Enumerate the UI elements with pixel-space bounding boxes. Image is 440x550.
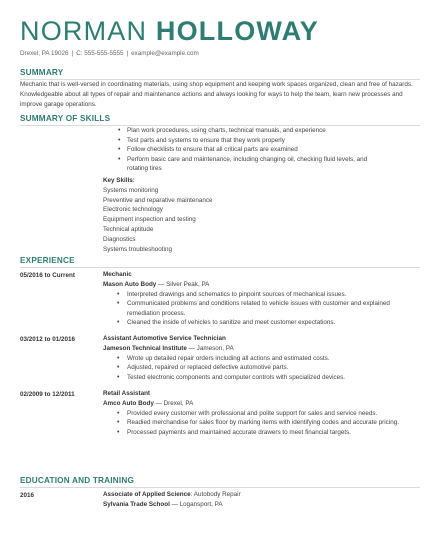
company-name: Amco Auto Body [103,400,154,407]
company-location: — Jameson, PA [186,345,234,352]
summary-text: Mechanic that is well-versed in coordinating materials, using shop equipment and keeping work spaces organized, clean and free of hazards. Knowledgeable about all types of repair and maintenance actions and always looking for ways to help the team, learn new processes and improve garage operations. [20,81,413,108]
job-dates: 02/2009 to 12/2011 [20,391,75,398]
separator: | [126,50,129,57]
list-item: Systems troubleshooting [103,245,172,253]
job-title: Mechanic [103,271,132,278]
job-entry [103,270,423,328]
school-location: — Logansport, PA [169,500,223,508]
list-item: Electronic technology [103,206,163,214]
list-item: Equipment inspection and testing [103,216,196,224]
list-item: • Perform basic care and maintenance, including changing oil, checking fluid levels, and rotating tires [117,155,417,174]
job-entry [103,389,423,437]
separator: | [71,50,74,57]
school-name: Sylvania Trade School [103,500,170,508]
contact-line [20,50,199,57]
list-item: • Readied merchandise for sales floor by marking items with identifying codes and accurate pricing. [103,418,423,428]
job-bullet-list [103,290,423,328]
job-title: Retail Assistant [103,390,151,397]
skills-heading: SUMMARY OF SKILLS [20,114,111,123]
list-item: • Adjusted, repaired or replaced defective automotive parts. [103,363,423,373]
list-item: • Processed payments and maintained accurate drawers to meet financial targets. [103,428,423,438]
company-name: Mason Auto Body [103,281,157,288]
experience-heading: EXPERIENCE [20,256,75,265]
key-skills-title: Key Skills: [103,177,135,184]
job-title: Assistant Automotive Service Technician [103,335,226,342]
list-item: Diagnostics [103,235,136,243]
section-divider [20,267,420,268]
list-item: • Follow checklists to ensure that all critical parts are examined [117,145,417,155]
education-heading: EDUCATION AND TRAINING [20,476,135,485]
degree-field: : Autobody Repair [190,491,241,498]
candidate-name [20,16,319,46]
company-location: — Drexel, PA [153,400,194,407]
list-item: • Wrote up detailed repair orders including all actions and estimated costs. [103,354,423,364]
first-name: NORMAN [20,16,148,46]
company-location: — Silver Peak, PA [156,281,210,288]
list-item: • Provided every customer with professional and polite support for sales and service needs. [103,409,423,419]
education-year: 2016 [20,492,35,499]
last-name: HOLLOWAY [155,16,320,46]
degree-name: Associate of Applied Science [103,491,191,498]
education-entry [103,490,423,509]
list-item: Systems monitoring [103,186,159,194]
list-item: Technical aptitude [103,225,154,233]
list-item: • Cleaned the inside of vehicles to sanitize and meet customer expectations. [103,318,423,328]
key-skills [103,176,403,254]
section-divider [20,487,420,488]
company-name: Jameson Technical Institute [103,345,187,352]
summary-heading: SUMMARY [20,68,64,77]
job-company-line [103,280,423,290]
job-dates: 03/2012 to 01/2016 [20,336,75,343]
list-item: Preventive and reparative maintenance [103,196,213,204]
list-item: • Communicated problems and conditions related to vehicle issues with customer and explained remediation process. [103,299,423,318]
school-line [103,500,423,510]
job-dates: 05/2016 to Current [20,272,75,279]
phone-text: C: 555-555-5555 [76,50,124,57]
list-item: • Plan work procedures, using charts, technical manuals, and experience [117,126,417,136]
email-text: example@example.com [131,50,199,57]
location-text: Drexel, PA 19026 [20,50,69,57]
job-company-line [103,399,423,409]
list-item: • Interpreted drawings and schematics to pinpoint sources of mechanical issues. [103,290,423,300]
job-entry [103,334,423,382]
list-item: • Test parts and systems to ensure that they work properly [117,136,417,146]
job-bullet-list [103,409,423,438]
job-company-line [103,344,423,354]
skills-bullet-list [117,126,417,174]
job-bullet-list [103,354,423,383]
degree-line [103,490,423,500]
list-item: • Tested electronic components and computer controls with specialized devices. [103,373,423,383]
